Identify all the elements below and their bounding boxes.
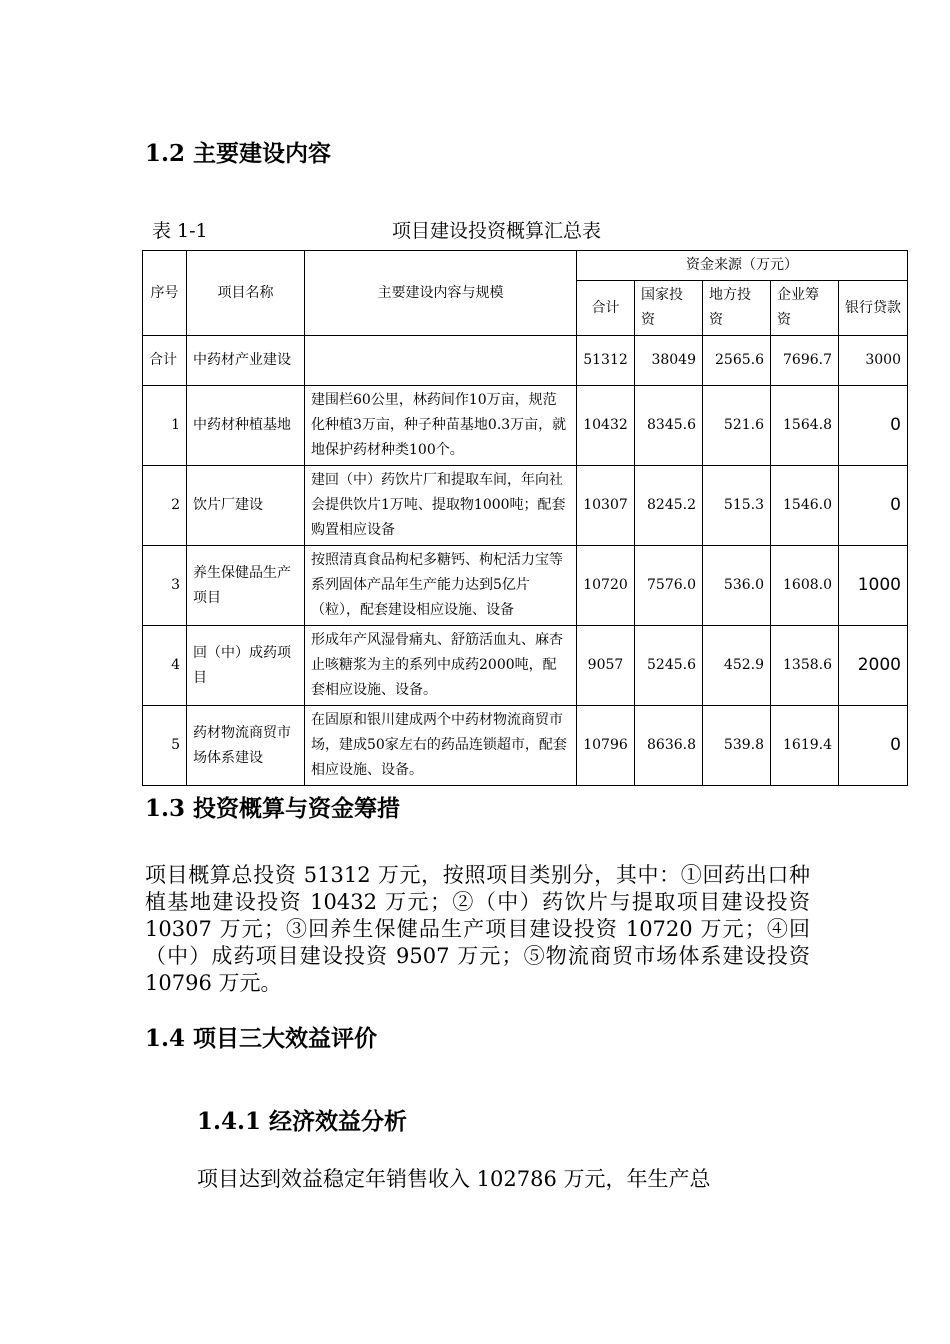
cell-content: 建围栏60公里，林药间作10万亩，规范化种植3万亩，种子种苗基地0.3万亩，就地保护药材种类100个。 (305, 386, 577, 466)
cell-local: 536.0 (703, 546, 771, 626)
cell-seq: 2 (143, 466, 187, 546)
cell-national: 8636.8 (635, 706, 703, 786)
cell-national: 8345.6 (635, 386, 703, 466)
cell-enterprise: 1608.0 (771, 546, 839, 626)
cell-enterprise: 1564.8 (771, 386, 839, 466)
cell-seq: 5 (143, 706, 187, 786)
cell-total: 10432 (577, 386, 635, 466)
header-content: 主要建设内容与规模 (305, 251, 577, 336)
header-funding: 资金来源（万元） (577, 251, 908, 281)
cell-seq: 合计 (143, 336, 187, 386)
economic-benefit-paragraph: 项目达到效益稳定年销售收入 102786 万元，年生产总 (197, 1167, 711, 1191)
section-heading-1-2: 1.2 主要建设内容 (145, 140, 332, 167)
header-bank: 银行贷款 (839, 281, 908, 336)
cell-content: 建回（中）药饮片厂和提取车间，年向社会提供饮片1万吨、提取物1000吨；配套购置相应设备 (305, 466, 577, 546)
cell-national: 38049 (635, 336, 703, 386)
cell-seq: 3 (143, 546, 187, 626)
cell-name: 中药材产业建设 (187, 336, 305, 386)
cell-total: 10307 (577, 466, 635, 546)
cell-name: 回（中）成药项目 (187, 626, 305, 706)
header-local: 地方投资 (703, 281, 771, 336)
cell-national: 7576.0 (635, 546, 703, 626)
cell-enterprise: 1546.0 (771, 466, 839, 546)
cell-bank: 0 (839, 386, 908, 466)
table-number: 表 1-1 (152, 220, 208, 242)
cell-content: 在固原和银川建成两个中药材物流商贸市场，建成50家左右的药品连锁超市，配套相应设施、设备。 (305, 706, 577, 786)
cell-total: 10720 (577, 546, 635, 626)
cell-total: 10796 (577, 706, 635, 786)
cell-name: 药材物流商贸市场体系建设 (187, 706, 305, 786)
cell-local: 515.3 (703, 466, 771, 546)
cell-local: 2565.6 (703, 336, 771, 386)
cell-national: 5245.6 (635, 626, 703, 706)
cell-seq: 4 (143, 626, 187, 706)
header-seq: 序号 (143, 251, 187, 336)
table-row (143, 466, 908, 546)
cell-name: 养生保健品生产项目 (187, 546, 305, 626)
cell-total: 51312 (577, 336, 635, 386)
cell-seq: 1 (143, 386, 187, 466)
cell-total: 9057 (577, 626, 635, 706)
table-row (143, 706, 908, 786)
cell-content: 按照清真食品枸杞多糖钙、枸杞活力宝等系列固体产品年生产能力达到5亿片（粒），配套建设相应设施、设备 (305, 546, 577, 626)
cell-bank: 3000 (839, 336, 908, 386)
cell-local: 521.6 (703, 386, 771, 466)
cell-national: 8245.2 (635, 466, 703, 546)
header-total: 合计 (577, 281, 635, 336)
section-heading-1-3: 1.3 投资概算与资金筹措 (145, 795, 401, 822)
cell-enterprise: 1358.6 (771, 626, 839, 706)
table-row (143, 386, 908, 466)
cell-bank: 2000 (839, 626, 908, 706)
cell-bank: 1000 (839, 546, 908, 626)
investment-paragraph: 项目概算总投资 51312 万元，按照项目类别分，其中：①回药出口种植基地建设投资 10432 万元；②（中）药饮片与提取项目建设投资 10307 万元；③回养生保健品生产项目建设投资 10720 万元；④回（中）成药项目建设投资 9507 万元；⑤物流商贸市场体系建设投资 10796 万元。 (145, 863, 810, 995)
section-heading-1-4: 1.4 项目三大效益评价 (145, 1025, 378, 1052)
cell-name: 饮片厂建设 (187, 466, 305, 546)
table-row-total (143, 336, 908, 386)
cell-bank: 0 (839, 706, 908, 786)
header-enterprise: 企业筹资 (771, 281, 839, 336)
cell-content: 形成年产风湿骨痛丸、舒筋活血丸、麻杏止咳糖浆为主的系列中成药2000吨，配套相应设施、设备。 (305, 626, 577, 706)
cell-name: 中药材种植基地 (187, 386, 305, 466)
table-row (143, 626, 908, 706)
header-national: 国家投资 (635, 281, 703, 336)
cell-local: 539.8 (703, 706, 771, 786)
cell-enterprise: 1619.4 (771, 706, 839, 786)
cell-enterprise: 7696.7 (771, 336, 839, 386)
cell-local: 452.9 (703, 626, 771, 706)
header-name: 项目名称 (187, 251, 305, 336)
investment-summary-table (142, 250, 908, 786)
table-title: 项目建设投资概算汇总表 (392, 220, 602, 242)
cell-content (305, 336, 577, 386)
cell-bank: 0 (839, 466, 908, 546)
table-row (143, 546, 908, 626)
section-heading-1-4-1: 1.4.1 经济效益分析 (197, 1108, 408, 1135)
